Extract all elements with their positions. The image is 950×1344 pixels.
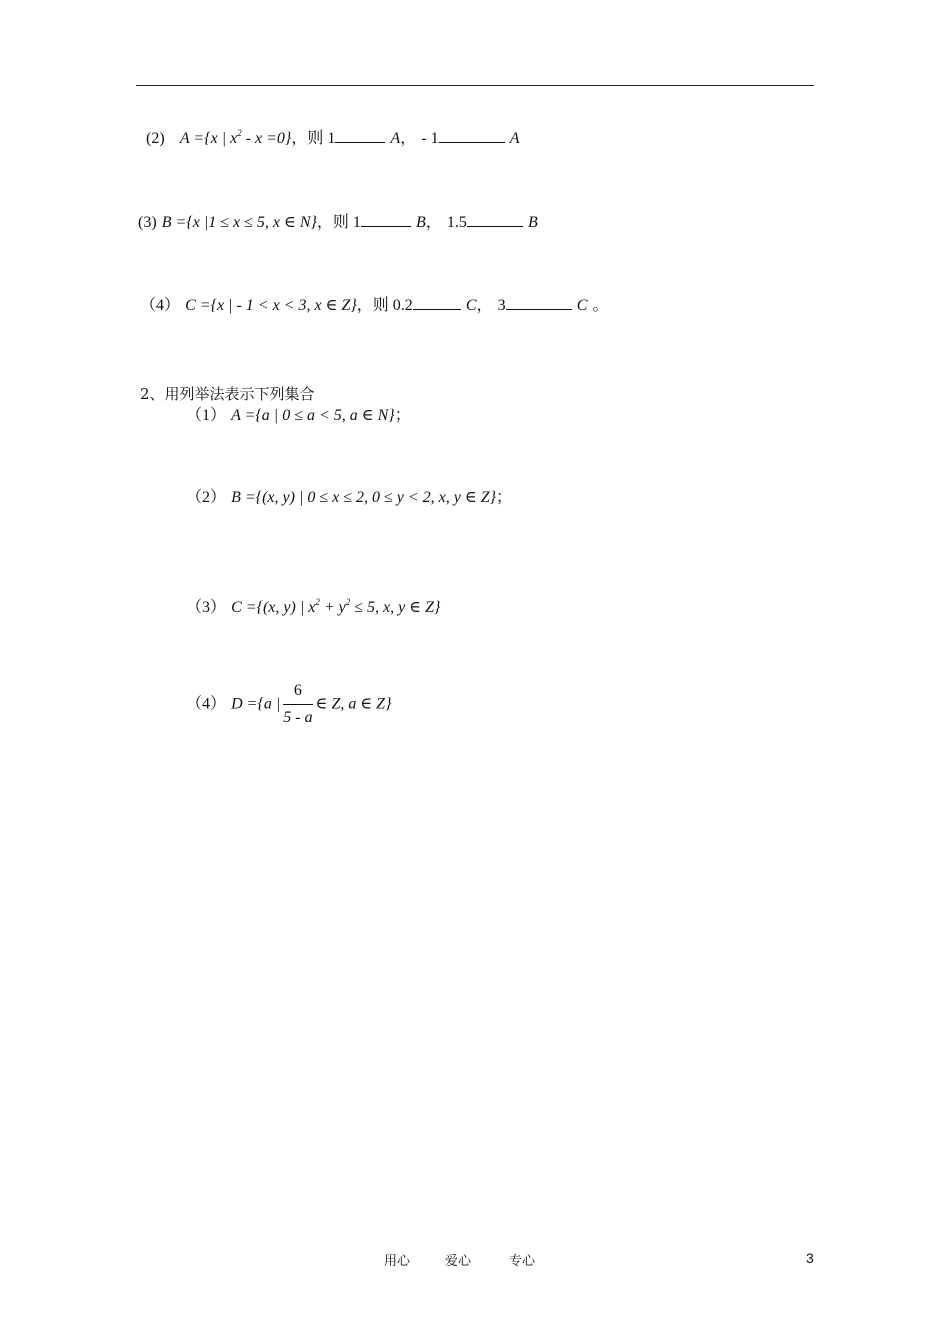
set-symbol: B (528, 214, 538, 231)
set-symbol: A (509, 130, 520, 147)
exercise1-item3 (138, 212, 538, 233)
exercise2-heading: 2、用列举法表示下列集合 (140, 385, 315, 403)
set-expression-end: ≤ 5, x, y ∈ Z} (350, 599, 441, 616)
set-expression-mid: + y (319, 599, 346, 616)
item-label: （4） (140, 297, 181, 314)
element-value: 1.5 (446, 214, 467, 231)
separator: ， (476, 297, 493, 314)
item-label: （1） (186, 407, 227, 424)
set-symbol: B (416, 214, 426, 231)
item-label: （2） (186, 489, 227, 506)
footer-text-2: 爱心 (445, 1254, 472, 1269)
item-label: (3) (138, 214, 157, 231)
exercise2-item1 (186, 405, 411, 426)
superscript: 2 (315, 597, 320, 607)
superscript: 2 (345, 597, 351, 607)
element-value: - 1 (421, 130, 439, 147)
item-label: （4） (186, 695, 227, 713)
end-mark: ； (394, 407, 411, 424)
exercise2-item4 (186, 680, 391, 729)
set-definition-rest: - x =0} (241, 130, 292, 147)
set-expression-end: ∈ Z, a ∈ Z} (315, 695, 392, 713)
header-rule (136, 85, 814, 86)
answer-blank[interactable] (506, 295, 572, 310)
answer-blank[interactable] (335, 128, 385, 143)
answer-blank[interactable] (413, 295, 461, 310)
set-expression: D ={a | (231, 695, 281, 713)
set-symbol: C (465, 297, 477, 314)
separator: ， (425, 214, 442, 231)
exercise1-item4 (140, 295, 609, 316)
exercise2-item2 (186, 487, 512, 508)
answer-blank[interactable] (467, 212, 523, 227)
then-text: ，则 1 (291, 130, 336, 147)
set-definition: B ={x |1 ≤ x ≤ 5, x ∈ N} (161, 214, 317, 231)
superscript: 2 (237, 128, 242, 138)
separator: ， (400, 130, 417, 147)
set-symbol: C (576, 297, 588, 314)
answer-blank[interactable] (361, 212, 411, 227)
fraction-numerator: 6 (283, 680, 312, 705)
set-expression: B ={(x, y) | 0 ≤ x ≤ 2, 0 ≤ y < 2, x, y ∈ Z} (231, 489, 497, 506)
item-label: (2) (146, 130, 165, 147)
answer-blank[interactable] (439, 128, 505, 143)
exercise2-item3 (186, 597, 440, 618)
item-label: （3） (186, 599, 227, 616)
fraction-denominator: 5 - a (283, 709, 313, 726)
page-number: 3 (806, 1250, 814, 1266)
then-text: ，则 1 (316, 214, 361, 231)
set-expression: A ={a | 0 ≤ a < 5, a ∈ N} (231, 407, 395, 424)
end-mark: ； (496, 489, 513, 506)
set-definition: C ={x | - 1 < x < 3, x ∈ Z} (185, 297, 357, 314)
fraction (283, 680, 312, 729)
exercise1-item2 (146, 128, 520, 149)
element-value: 3 (497, 297, 506, 314)
set-expression: C ={(x, y) | x (231, 599, 316, 616)
footer-text-1: 用心 (384, 1254, 411, 1269)
then-text: ，则 0.2 (356, 297, 413, 314)
set-symbol: A (390, 130, 401, 147)
end-mark: 。 (592, 297, 609, 314)
footer-text-3: 专心 (509, 1254, 536, 1269)
set-definition: A ={x | x (179, 130, 238, 147)
